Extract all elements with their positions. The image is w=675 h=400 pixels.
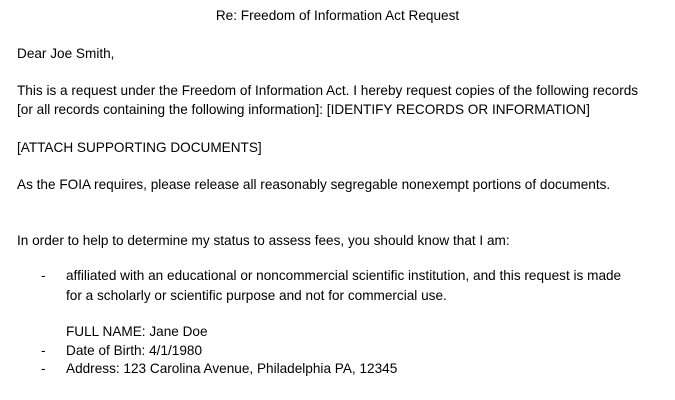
full-name-line: FULL NAME: Jane Doe	[66, 324, 208, 339]
bullet-dash-address: -	[41, 361, 46, 376]
address-line: Address: 123 Carolina Avenue, Philadelphia PA, 12345	[66, 361, 398, 376]
affiliation-line-2: for a scholarly or scientific purpose and not for commercial use.	[66, 288, 447, 303]
attach-documents-line: [ATTACH SUPPORTING DOCUMENTS]	[17, 140, 262, 155]
request-paragraph-line-2: [or all records containing the following information]: [IDENTIFY RECORDS OR INFORMATION]	[17, 102, 590, 117]
bullet-dash-dob: -	[41, 343, 46, 358]
release-paragraph: As the FOIA requires, please release all reasonably segregable nonexempt portions of documents.	[17, 177, 611, 192]
request-paragraph-line-1: This is a request under the Freedom of Information Act. I hereby request copies of the following records	[17, 83, 639, 98]
affiliation-line-1: affiliated with an educational or noncommercial scientific institution, and this request is made	[66, 268, 622, 283]
subject-line: Re: Freedom of Information Act Request	[215, 8, 460, 23]
bullet-dash-affiliation: -	[41, 268, 46, 283]
fees-intro-paragraph: In order to help to determine my status to assess fees, you should know that I am:	[17, 233, 510, 248]
date-of-birth-line: Date of Birth: 4/1/1980	[66, 343, 203, 358]
salutation: Dear Joe Smith,	[17, 46, 115, 61]
